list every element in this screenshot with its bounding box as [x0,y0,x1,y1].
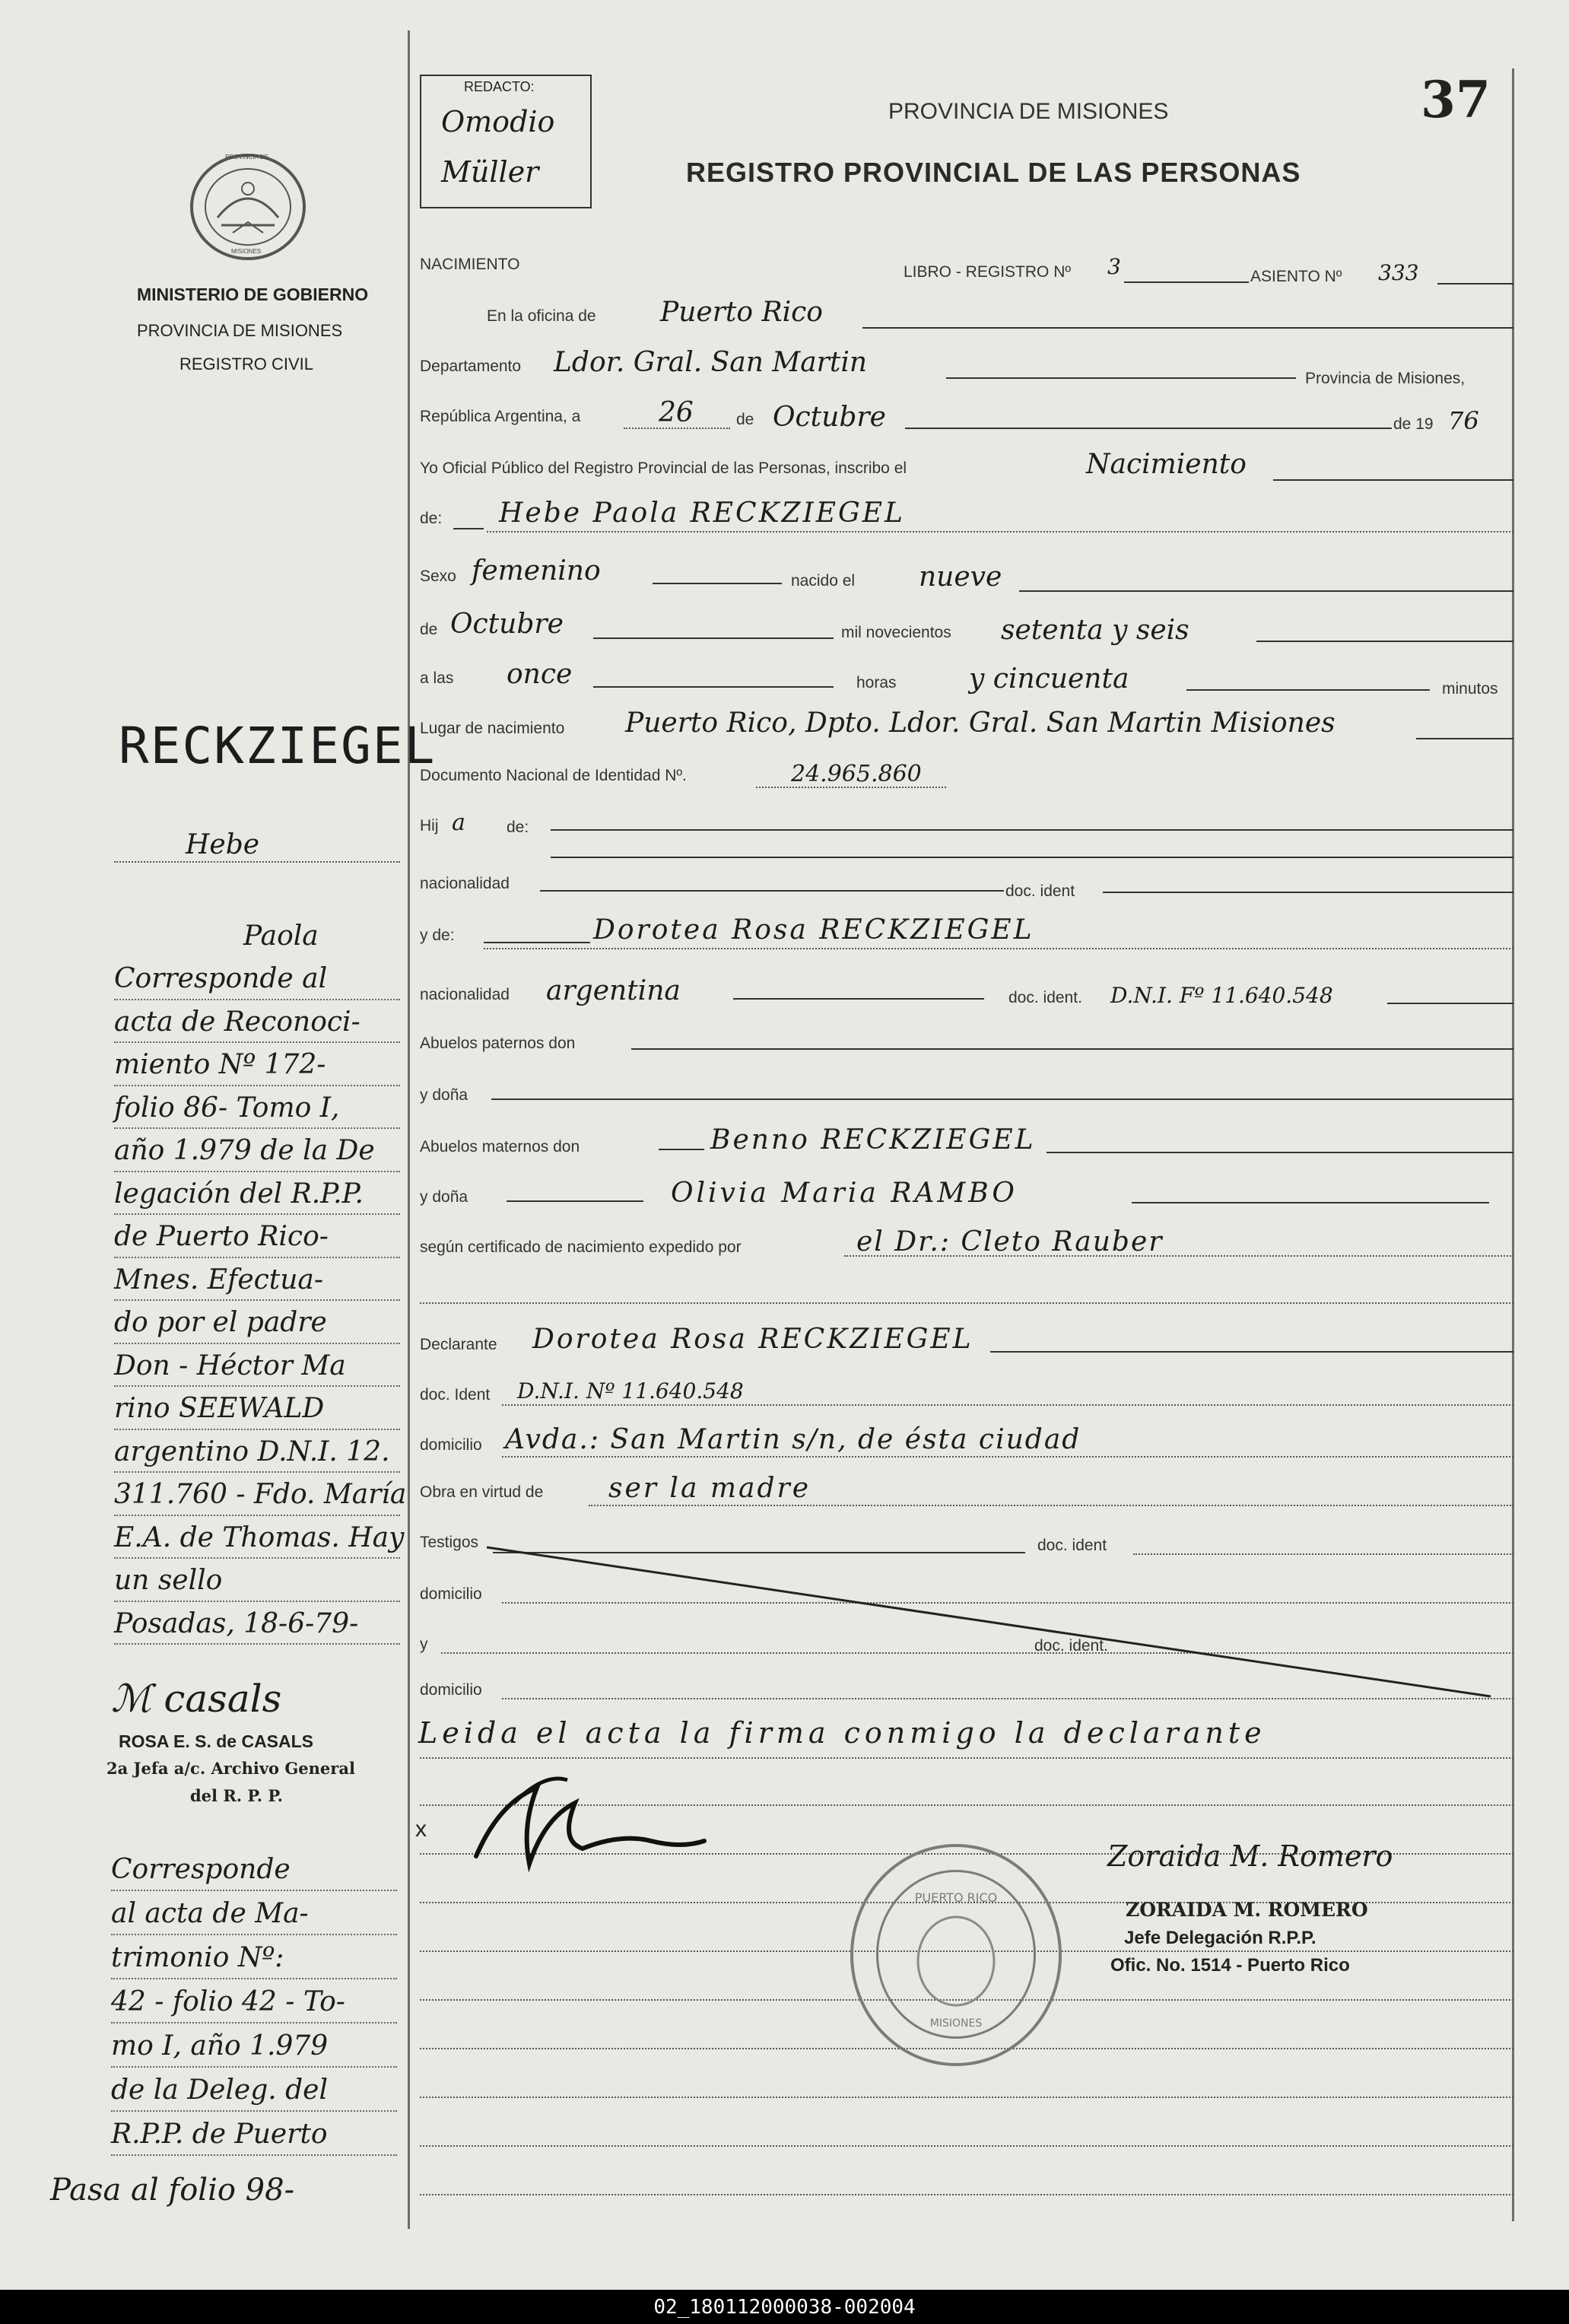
sexo-value: femenino [472,555,601,587]
inscribo-line [1273,479,1513,481]
margin-first-name: Hebe [186,829,260,860]
margin-note-line: Mnes. Efectua- [114,1261,400,1302]
sexo-label: Sexo [420,567,456,585]
de-name-label: de: [420,510,443,527]
month2-value: Octubre [450,609,564,640]
margin-note-line: Corresponde [111,1850,397,1891]
mother-value: Dorotea Rosa RECKZIEGEL [593,914,1034,946]
nac2-label: nacionalidad [420,986,510,1003]
ydona1-label: y doña [420,1086,468,1104]
emblem-icon [187,149,309,263]
month-value: Octubre [773,402,886,433]
mother-line [484,948,1513,949]
abmat-label: Abuelos maternos don [420,1138,580,1156]
y-label: y [420,1636,428,1653]
segun-line-2 [420,1302,1513,1304]
x-mark: x [415,1817,427,1842]
redacto-signature-1: Omodio [441,105,555,138]
margin-note-line: mo I, año 1.979 [111,2027,397,2068]
father-line-2 [551,857,1513,858]
domicilio-value: Avda.: San Martin s/n, de ésta ciudad [505,1424,1081,1455]
abmat-value: Benno RECKZIEGEL [710,1124,1036,1156]
abpat-label: Abuelos paternos don [420,1035,576,1052]
official-title: Jefe Delegación R.P.P. [1124,1928,1316,1948]
declarante-label: Declarante [420,1336,497,1353]
father-line [551,829,1513,831]
sign-line-8 [420,2145,1513,2147]
ministry-line-3: REGISTRO CIVIL [179,354,314,374]
oficina-value: Puerto Rico [660,297,823,328]
nacido-label: nacido el [791,572,856,590]
domicilio2-label: domicilio [420,1585,482,1603]
margin-surname: RECKZIEGEL [119,717,437,775]
margin-note-line: 311.760 - Fdo. María [114,1476,400,1516]
nacimiento-label: NACIMIENTO [420,256,520,273]
year-value: 76 [1448,406,1479,435]
footer-id-bar [0,2290,1569,2324]
testigos-label: Testigos [420,1534,479,1551]
nacido-line [1019,590,1513,592]
nac1-label: nacionalidad [420,875,510,892]
nac2-line [733,998,984,1000]
de-label: de [736,411,754,428]
ydona1-line [491,1098,1513,1100]
abmat-line [1047,1152,1513,1153]
alas-line [593,686,834,688]
mil-value: setenta y seis [1001,615,1189,646]
yde-label: y de: [420,927,455,944]
alas-label: a las [420,669,454,687]
registrant-name: Hebe Paola RECKZIEGEL [499,498,905,529]
header-registry: REGISTRO PROVINCIAL DE LAS PERSONAS [686,157,1301,188]
ydona2-line-pre [507,1200,643,1202]
depto-label: Departamento [420,358,522,375]
yo-label: Yo Oficial Público del Registro Provincial de las Personas, inscribo el [420,459,907,477]
margin-note-line: de la Deleg. del [111,2071,397,2112]
pasa-folio: Pasa al folio 98- [50,2173,295,2208]
margin-note-line: un sello [114,1562,400,1602]
redacto-box [420,75,592,208]
declarante-value: Dorotea Rosa RECKZIEGEL [532,1324,973,1355]
ydona2-value: Olivia Maria RAMBO [671,1178,1018,1209]
hija-de-label: de: [507,819,529,836]
official-name: ZORAIDA M. ROMERO [1126,1899,1368,1921]
margin-note-line: folio 86- Tomo I, [114,1089,400,1130]
mother-line-pre [484,942,590,943]
obra-value: ser la madre [608,1473,811,1504]
abmat-line-pre [659,1149,704,1150]
horas-value: y cincuenta [969,663,1129,695]
ministry-line-2: PROVINCIA DE MISIONES [137,321,343,340]
margin-note-line: trimonio Nº: [111,1938,397,1979]
month2-line [593,637,834,639]
official-office: Ofic. No. 1514 - Puerto Rico [1110,1955,1350,1976]
alas-value: once [507,659,573,690]
domicilio-label: domicilio [420,1436,482,1454]
obra-line [589,1505,1513,1506]
margin-note-line: E.A. de Thomas. Hay [114,1519,400,1559]
oficina-line [862,327,1513,329]
svg-text:MISIONES: MISIONES [929,2017,983,2030]
docident4-label: doc. ident. [1034,1637,1108,1655]
margin-note-line: miento Nº 172- [114,1046,400,1086]
mil-line [1256,641,1513,642]
obra-label: Obra en virtud de [420,1483,544,1501]
official-seal [850,1844,1062,2066]
margin-note-line: al acta de Ma- [111,1894,397,1935]
page-number: 37 [1421,70,1491,129]
asiento-label: ASIENTO Nº [1250,268,1342,285]
leida-statement: Leida el acta la firma conmigo la declarante [418,1716,1266,1750]
asiento-value: 333 [1378,260,1419,285]
dni-value: 24.965.860 [791,761,922,787]
domicilio3-label: domicilio [420,1681,482,1699]
republica-label: República Argentina, a [420,408,581,425]
docident2-value: D.N.I. Fº 11.640.548 [1110,983,1333,1008]
declarante-line [990,1351,1513,1353]
nac2-value: argentina [546,975,681,1006]
nac1-line [540,890,1004,892]
docident1-label: doc. ident [1005,882,1075,900]
oficina-label: En la oficina de [487,307,596,325]
casals-signature: ℳ casals [111,1677,282,1721]
margin-note-line: argentino D.N.I. 12. [114,1433,400,1474]
margin-note-line: año 1.979 de la De [114,1132,400,1172]
emblem-top-text: PROVINCIA DE [225,154,268,161]
sign-line-7 [420,2097,1513,2098]
ydona2-label: y doña [420,1188,468,1206]
dni-line [756,787,946,788]
seal-icon [853,1847,1059,2063]
margin-note-line: legación del R.P.P. [114,1175,400,1216]
redacto-signature-2: Müller [441,155,539,189]
docident3-label: doc. ident [1037,1537,1107,1554]
sign-line-9 [420,2194,1513,2195]
right-border [1512,68,1514,2221]
sexo-line [653,583,782,584]
province-emblem [187,149,309,263]
margin-first-line [114,861,400,863]
lugar-line [1416,738,1513,739]
segun-line [844,1255,1513,1257]
libro-value: 3 [1107,254,1121,279]
casals-name: ROSA E. S. de CASALS [119,1731,314,1751]
mil-label: mil novecientos [841,624,951,641]
libro-label: LIBRO - REGISTRO Nº [904,263,1072,281]
libro-line [1124,281,1249,283]
segun-label: según certificado de nacimiento expedido por [420,1238,742,1256]
margin-note-line: acta de Reconoci- [114,1003,400,1044]
de2-label: de [420,621,438,638]
domicilio-line [502,1456,1513,1458]
nacido-value: nueve [919,561,1002,593]
ydona2-line [1132,1202,1489,1203]
margin-note-line: Don - Héctor Ma [114,1347,400,1388]
docident1-line [1103,892,1513,893]
margin-note-line: do por el padre [114,1304,400,1344]
margin-divider [408,30,410,2229]
provincia-suffix: Provincia de Misiones, [1305,370,1466,387]
day-value: 26 [659,397,694,428]
redacto-label: REDACTO: [464,79,535,94]
margin-note-line: de Puerto Rico- [114,1218,400,1258]
inscribo-value: Nacimiento [1086,449,1247,480]
depto-line [946,377,1296,379]
emblem-bottom-text: MISIONES [231,248,262,255]
de19-label: de 19 [1393,415,1434,433]
footer-id: 02_180112000038-002004 [653,2295,916,2319]
day-line [624,428,730,429]
horas-line [1186,689,1430,691]
segun-value: el Dr.: Cleto Rauber [856,1226,1164,1257]
docident2-label: doc. ident. [1008,989,1082,1006]
margin-note-line: 42 - folio 42 - To- [111,1982,397,2024]
docident2-line [1387,1003,1513,1004]
docdecl-label: doc. Ident [420,1386,491,1404]
name-line-pre [453,528,484,529]
ministry-line-1: MINISTERIO DE GOBIERNO [137,285,369,304]
margin-note-line: Corresponde al [114,960,400,1000]
casals-title-1: 2a Jefa a/c. Archivo General [106,1759,355,1778]
svg-text:PUERTO RICO: PUERTO RICO [914,1890,998,1905]
header-province: PROVINCIA DE MISIONES [888,99,1169,124]
minutos-label: minutos [1442,680,1498,698]
docdecl-value: D.N.I. Nº 11.640.548 [517,1378,744,1404]
dni-label: Documento Nacional de Identidad Nº. [420,767,687,784]
name-line [487,531,1513,533]
asiento-line [1437,283,1513,285]
horas-label: horas [856,674,897,691]
official-signature: Zoraida M. Romero [1107,1839,1393,1873]
depto-value: Ldor. Gral. San Martin [554,347,868,378]
strike-through-line [487,1537,1498,1704]
margin-note-line: R.P.P. de Puerto [111,2115,397,2156]
month-line [905,428,1392,429]
hija-label: Hij [420,817,439,835]
margin-note-line: Posadas, 18-6-79- [114,1605,400,1645]
declarant-signature [453,1757,712,1879]
margin-note-line: rino SEEWALD [114,1390,400,1430]
hija-value: a [452,809,465,836]
casals-title-2: del R. P. P. [190,1786,283,1805]
docdecl-line [502,1404,1513,1406]
lugar-value: Puerto Rico, Dpto. Ldor. Gral. San Martin Misiones [625,707,1336,739]
abpat-line [631,1048,1513,1050]
margin-second-name: Paola [243,920,319,952]
lugar-label: Lugar de nacimiento [420,720,565,737]
